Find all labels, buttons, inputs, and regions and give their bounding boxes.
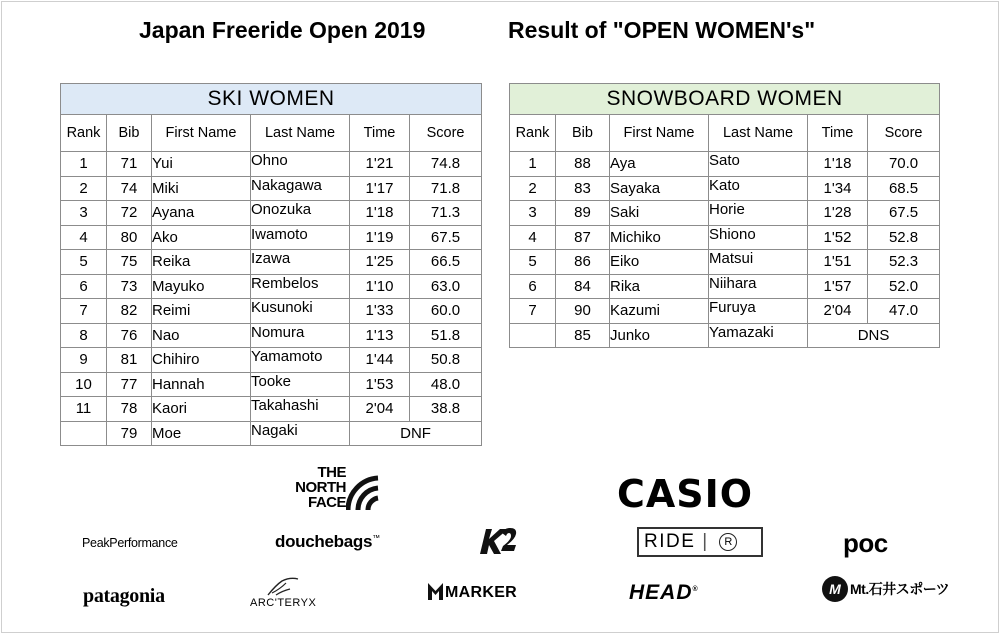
bib-cell: 82 [107, 299, 152, 324]
score-cell: 67.5 [410, 225, 482, 250]
arcteryx-logo [250, 577, 325, 613]
event-title: Japan Freeride Open 2019 [139, 17, 426, 43]
rank-cell: 5 [61, 250, 107, 275]
first-name-cell: Miki [152, 176, 251, 201]
table-row [510, 152, 940, 177]
bib-cell: 76 [107, 323, 152, 348]
table-row [61, 250, 482, 275]
tnf-word-3: FACE [307, 494, 346, 511]
rank-cell [510, 323, 556, 348]
first-name-cell: Chihiro [152, 348, 251, 373]
score-cell: 47.0 [868, 299, 940, 324]
status-cell: DNS [808, 323, 940, 348]
bib-cell: 89 [556, 201, 610, 226]
k2-mark-icon [476, 527, 520, 555]
head-wordmark: HEAD [629, 581, 693, 604]
last-name-cell: Kato [709, 176, 808, 201]
time-cell: 1'57 [808, 274, 868, 299]
ishii-circle-icon [822, 576, 848, 602]
first-name-cell: Yui [152, 152, 251, 177]
last-name-cell: Yamazaki [709, 323, 808, 348]
bib-cell: 86 [556, 250, 610, 275]
half-dome-icon [346, 465, 380, 510]
time-cell: 1'19 [350, 225, 410, 250]
table-row [61, 201, 482, 226]
rank-cell: 9 [61, 348, 107, 373]
registered-mark: ® [692, 586, 699, 593]
table-row [61, 225, 482, 250]
rank-cell: 7 [510, 299, 556, 324]
table-row [510, 299, 940, 324]
table-row [61, 397, 482, 422]
bib-cell: 73 [107, 274, 152, 299]
last-name-cell: Nomura [251, 323, 350, 348]
marker-m-icon [428, 583, 443, 600]
last-name-cell: Kusunoki [251, 299, 350, 324]
column-header-rank: Rank [61, 115, 107, 152]
ride-separator: | [702, 531, 709, 552]
first-name-cell: Ako [152, 225, 251, 250]
rank-cell: 1 [510, 152, 556, 177]
first-name-cell: Eiko [610, 250, 709, 275]
time-cell: 1'10 [350, 274, 410, 299]
first-name-cell: Kaori [152, 397, 251, 422]
table-row-dnf [61, 421, 482, 446]
rank-cell: 6 [61, 274, 107, 299]
score-cell: 70.0 [868, 152, 940, 177]
last-name-cell: Tooke [251, 372, 350, 397]
time-cell: 1'44 [350, 348, 410, 373]
table-row [61, 323, 482, 348]
table-row [61, 299, 482, 324]
patagonia-logo: patagonia [83, 585, 165, 607]
snowboard-women-table [509, 83, 940, 348]
first-name-cell: Reika [152, 250, 251, 275]
first-name-cell: Moe [152, 421, 251, 446]
first-name-cell: Mayuko [152, 274, 251, 299]
score-cell: 38.8 [410, 397, 482, 422]
douchebags-logo [275, 532, 380, 552]
time-cell: 1'17 [350, 176, 410, 201]
last-name-cell: Niihara [709, 274, 808, 299]
time-cell: 1'34 [808, 176, 868, 201]
score-cell: 52.8 [868, 225, 940, 250]
time-cell: 1'51 [808, 250, 868, 275]
first-name-cell: Reimi [152, 299, 251, 324]
last-name-cell: Horie [709, 201, 808, 226]
bib-cell: 78 [107, 397, 152, 422]
rank-cell: 8 [61, 323, 107, 348]
rank-cell: 2 [61, 176, 107, 201]
trademark-symbol: ™ [372, 533, 380, 543]
rank-cell: 5 [510, 250, 556, 275]
column-header-time: Time [350, 115, 410, 152]
score-cell: 63.0 [410, 274, 482, 299]
column-header-bib: Bib [107, 115, 152, 152]
table-row-dns [510, 323, 940, 348]
time-cell: 1'28 [808, 201, 868, 226]
bib-cell: 71 [107, 152, 152, 177]
bib-cell: 87 [556, 225, 610, 250]
column-header-last-name: Last Name [709, 115, 808, 152]
last-name-cell: Nagaki [251, 421, 350, 446]
first-name-cell: Kazumi [610, 299, 709, 324]
column-header-bib: Bib [556, 115, 610, 152]
last-name-cell: Onozuka [251, 201, 350, 226]
last-name-cell: Matsui [709, 250, 808, 275]
rank-cell: 6 [510, 274, 556, 299]
arcteryx-wordmark: ARC'TERYX [250, 597, 317, 609]
result-title: Result of "OPEN WOMEN's" [508, 17, 816, 43]
ride-r-mark-icon: R [719, 533, 737, 551]
last-name-cell: Shiono [709, 225, 808, 250]
last-name-cell: Sato [709, 152, 808, 177]
last-name-cell: Takahashi [251, 397, 350, 422]
score-cell: 66.5 [410, 250, 482, 275]
time-cell: 1'33 [350, 299, 410, 324]
score-cell: 71.8 [410, 176, 482, 201]
first-name-cell: Nao [152, 323, 251, 348]
table-row [61, 176, 482, 201]
ski-women-caption: SKI WOMEN [61, 84, 482, 115]
rank-cell: 4 [61, 225, 107, 250]
score-cell: 52.0 [868, 274, 940, 299]
tnf-word-2: NORTH [295, 479, 346, 496]
column-header-last-name: Last Name [251, 115, 350, 152]
time-cell: 1'52 [808, 225, 868, 250]
marker-logo [428, 583, 517, 602]
column-header-score: Score [410, 115, 482, 152]
last-name-cell: Ohno [251, 152, 350, 177]
table-row [510, 250, 940, 275]
the-north-face-logo [282, 465, 380, 513]
snowboard-women-caption: SNOWBOARD WOMEN [510, 84, 940, 115]
table-row [61, 152, 482, 177]
first-name-cell: Rika [610, 274, 709, 299]
score-cell: 67.5 [868, 201, 940, 226]
first-name-cell: Michiko [610, 225, 709, 250]
time-cell: 1'53 [350, 372, 410, 397]
bib-cell: 72 [107, 201, 152, 226]
status-cell: DNF [350, 421, 482, 446]
score-cell: 71.3 [410, 201, 482, 226]
score-cell: 51.8 [410, 323, 482, 348]
table-row [510, 225, 940, 250]
ishii-wordmark: Mt.石井スポーツ [850, 581, 950, 597]
ski-women-table [60, 83, 482, 446]
bib-cell: 84 [556, 274, 610, 299]
first-name-cell: Junko [610, 323, 709, 348]
first-name-cell: Sayaka [610, 176, 709, 201]
bib-cell: 81 [107, 348, 152, 373]
head-logo [629, 581, 699, 605]
rank-cell: 3 [510, 201, 556, 226]
score-cell: 52.3 [868, 250, 940, 275]
rank-cell: 1 [61, 152, 107, 177]
time-cell: 1'18 [350, 201, 410, 226]
column-header-time: Time [808, 115, 868, 152]
poc-logo: poc [843, 528, 888, 558]
rank-cell [61, 421, 107, 446]
time-cell: 2'04 [350, 397, 410, 422]
peak-performance-logo: PeakPerformance [82, 536, 178, 550]
ride-wordmark: RIDE [644, 531, 696, 552]
table-row [510, 201, 940, 226]
ride-logo [637, 527, 763, 557]
first-name-cell: Ayana [152, 201, 251, 226]
archaeopteryx-icon [266, 577, 300, 597]
ishii-circle-letter: M [829, 581, 841, 597]
marker-wordmark: MARKER [445, 584, 518, 601]
last-name-cell: Yamamoto [251, 348, 350, 373]
column-header-first-name: First Name [610, 115, 709, 152]
bib-cell: 88 [556, 152, 610, 177]
column-header-rank: Rank [510, 115, 556, 152]
rank-cell: 2 [510, 176, 556, 201]
rank-cell: 7 [61, 299, 107, 324]
bib-cell: 85 [556, 323, 610, 348]
last-name-cell: Rembelos [251, 274, 350, 299]
douchebags-wordmark: douchebags [275, 532, 373, 551]
bib-cell: 83 [556, 176, 610, 201]
last-name-cell: Nakagawa [251, 176, 350, 201]
bib-cell: 74 [107, 176, 152, 201]
table-row [61, 274, 482, 299]
last-name-cell: Izawa [251, 250, 350, 275]
last-name-cell: Furuya [709, 299, 808, 324]
first-name-cell: Aya [610, 152, 709, 177]
tnf-word-1: THE [317, 464, 346, 481]
table-row [510, 176, 940, 201]
time-cell: 2'04 [808, 299, 868, 324]
time-cell: 1'21 [350, 152, 410, 177]
bib-cell: 75 [107, 250, 152, 275]
table-row [61, 372, 482, 397]
time-cell: 1'25 [350, 250, 410, 275]
time-cell: 1'18 [808, 152, 868, 177]
table-row [61, 348, 482, 373]
column-header-first-name: First Name [152, 115, 251, 152]
score-cell: 60.0 [410, 299, 482, 324]
rank-cell: 4 [510, 225, 556, 250]
score-cell: 50.8 [410, 348, 482, 373]
time-cell: 1'13 [350, 323, 410, 348]
mt-ishii-sports-logo [822, 576, 949, 602]
first-name-cell: Saki [610, 201, 709, 226]
bib-cell: 80 [107, 225, 152, 250]
rank-cell: 10 [61, 372, 107, 397]
score-cell: 74.8 [410, 152, 482, 177]
k2-logo [476, 527, 520, 555]
bib-cell: 77 [107, 372, 152, 397]
rank-cell: 11 [61, 397, 107, 422]
last-name-cell: Iwamoto [251, 225, 350, 250]
bib-cell: 79 [107, 421, 152, 446]
casio-logo: CASIO [617, 472, 754, 516]
first-name-cell: Hannah [152, 372, 251, 397]
bib-cell: 90 [556, 299, 610, 324]
column-header-score: Score [868, 115, 940, 152]
table-row [510, 274, 940, 299]
rank-cell: 3 [61, 201, 107, 226]
score-cell: 48.0 [410, 372, 482, 397]
score-cell: 68.5 [868, 176, 940, 201]
